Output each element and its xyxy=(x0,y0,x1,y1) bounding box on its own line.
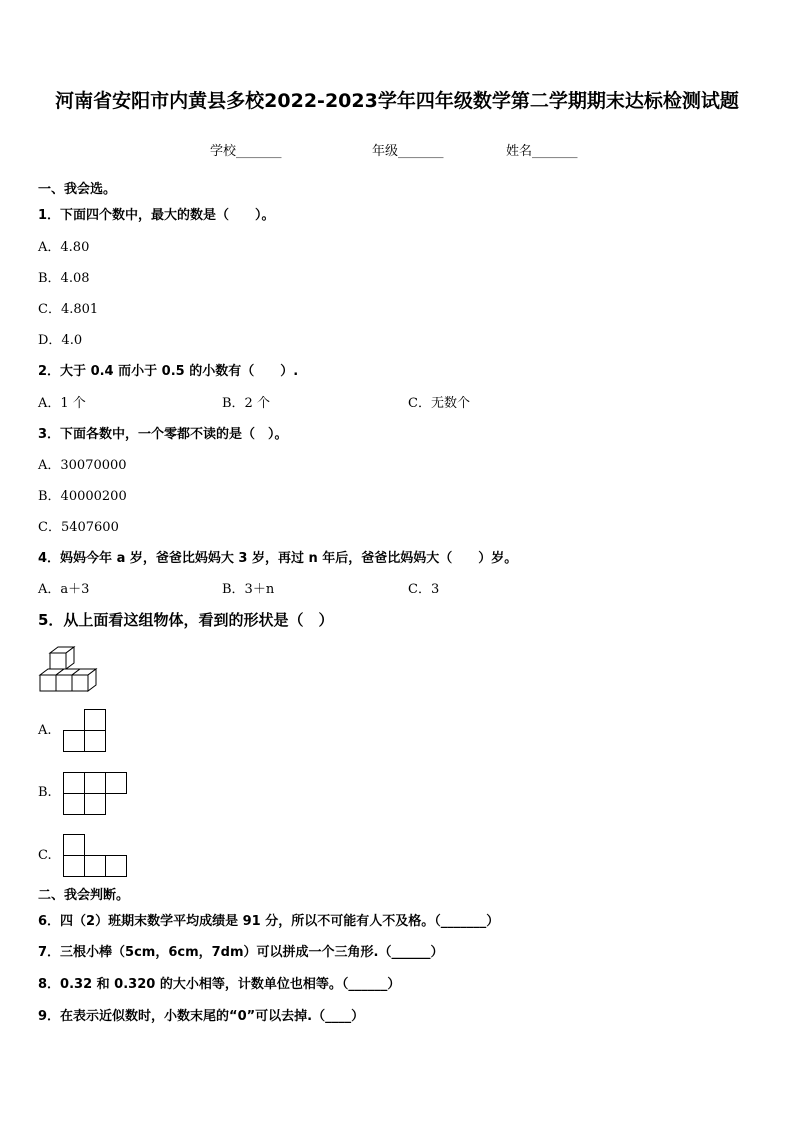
q3-option-a[interactable]: A．30070000 xyxy=(38,458,127,473)
option-c-shape xyxy=(63,834,128,878)
question-5: 5．从上面看这组物体，看到的形状是（ ） xyxy=(38,611,334,629)
question-3: 3．下面各数中，一个零都不读的是（ ）。 xyxy=(38,427,288,442)
option-b-shape xyxy=(63,772,128,816)
question-4: 4．妈妈今年 a 岁，爸爸比妈妈大 3 岁，再过 n 年后，爸爸比妈妈大（ ）岁。 xyxy=(38,551,518,566)
q1-option-b[interactable]: B．4.08 xyxy=(38,271,90,286)
name-field[interactable]: 姓名_______ xyxy=(506,144,578,159)
q2-option-a[interactable]: A．1 个 xyxy=(38,396,86,411)
q2-option-b[interactable]: B．2 个 xyxy=(222,396,270,411)
section-heading-judge: 二、我会判断。 xyxy=(38,888,130,903)
q1-option-c[interactable]: C．4.801 xyxy=(38,302,99,317)
question-9: 9．在表示近似数时，小数末尾的“0”可以去掉.（____） xyxy=(38,1009,365,1024)
grade-field[interactable]: 年级_______ xyxy=(372,144,444,159)
q5-option-b[interactable]: B. xyxy=(38,785,52,800)
question-8: 8．0.32 和 0.320 的大小相等，计数单位也相等。（______） xyxy=(38,977,401,992)
page-title: 河南省安阳市内黄县多校2022-2023学年四年级数学第二学期期末达标检测试题 xyxy=(55,90,739,112)
question-1: 1．下面四个数中，最大的数是（ ）。 xyxy=(38,208,275,223)
q4-option-b[interactable]: B．3＋n xyxy=(222,582,275,597)
question-7: 7．三根小棒（5cm，6cm，7dm）可以拼成一个三角形.（______） xyxy=(38,945,444,960)
q3-option-b[interactable]: B．40000200 xyxy=(38,489,127,504)
q2-option-c[interactable]: C．无数个 xyxy=(408,396,470,411)
q1-option-d[interactable]: D．4.0 xyxy=(38,333,83,348)
q5-option-a[interactable]: A. xyxy=(38,723,52,738)
section-heading-choice: 一、我会选。 xyxy=(38,182,117,197)
option-a-shape xyxy=(63,709,107,753)
question-6: 6．四（2）班期末数学平均成绩是 91 分，所以不可能有人不及格。（_______） xyxy=(38,914,500,929)
question-2: 2．大于 0.4 而小于 0.5 的小数有（ ）. xyxy=(38,364,299,379)
q5-option-c[interactable]: C. xyxy=(38,848,52,863)
q3-option-c[interactable]: C．5407600 xyxy=(38,520,119,535)
q1-option-a[interactable]: A．4.80 xyxy=(38,240,90,255)
q4-option-c[interactable]: C．3 xyxy=(408,582,440,597)
school-field[interactable]: 学校_______ xyxy=(210,144,282,159)
cube-group-figure xyxy=(38,645,102,693)
q4-option-a[interactable]: A．a＋3 xyxy=(38,582,90,597)
